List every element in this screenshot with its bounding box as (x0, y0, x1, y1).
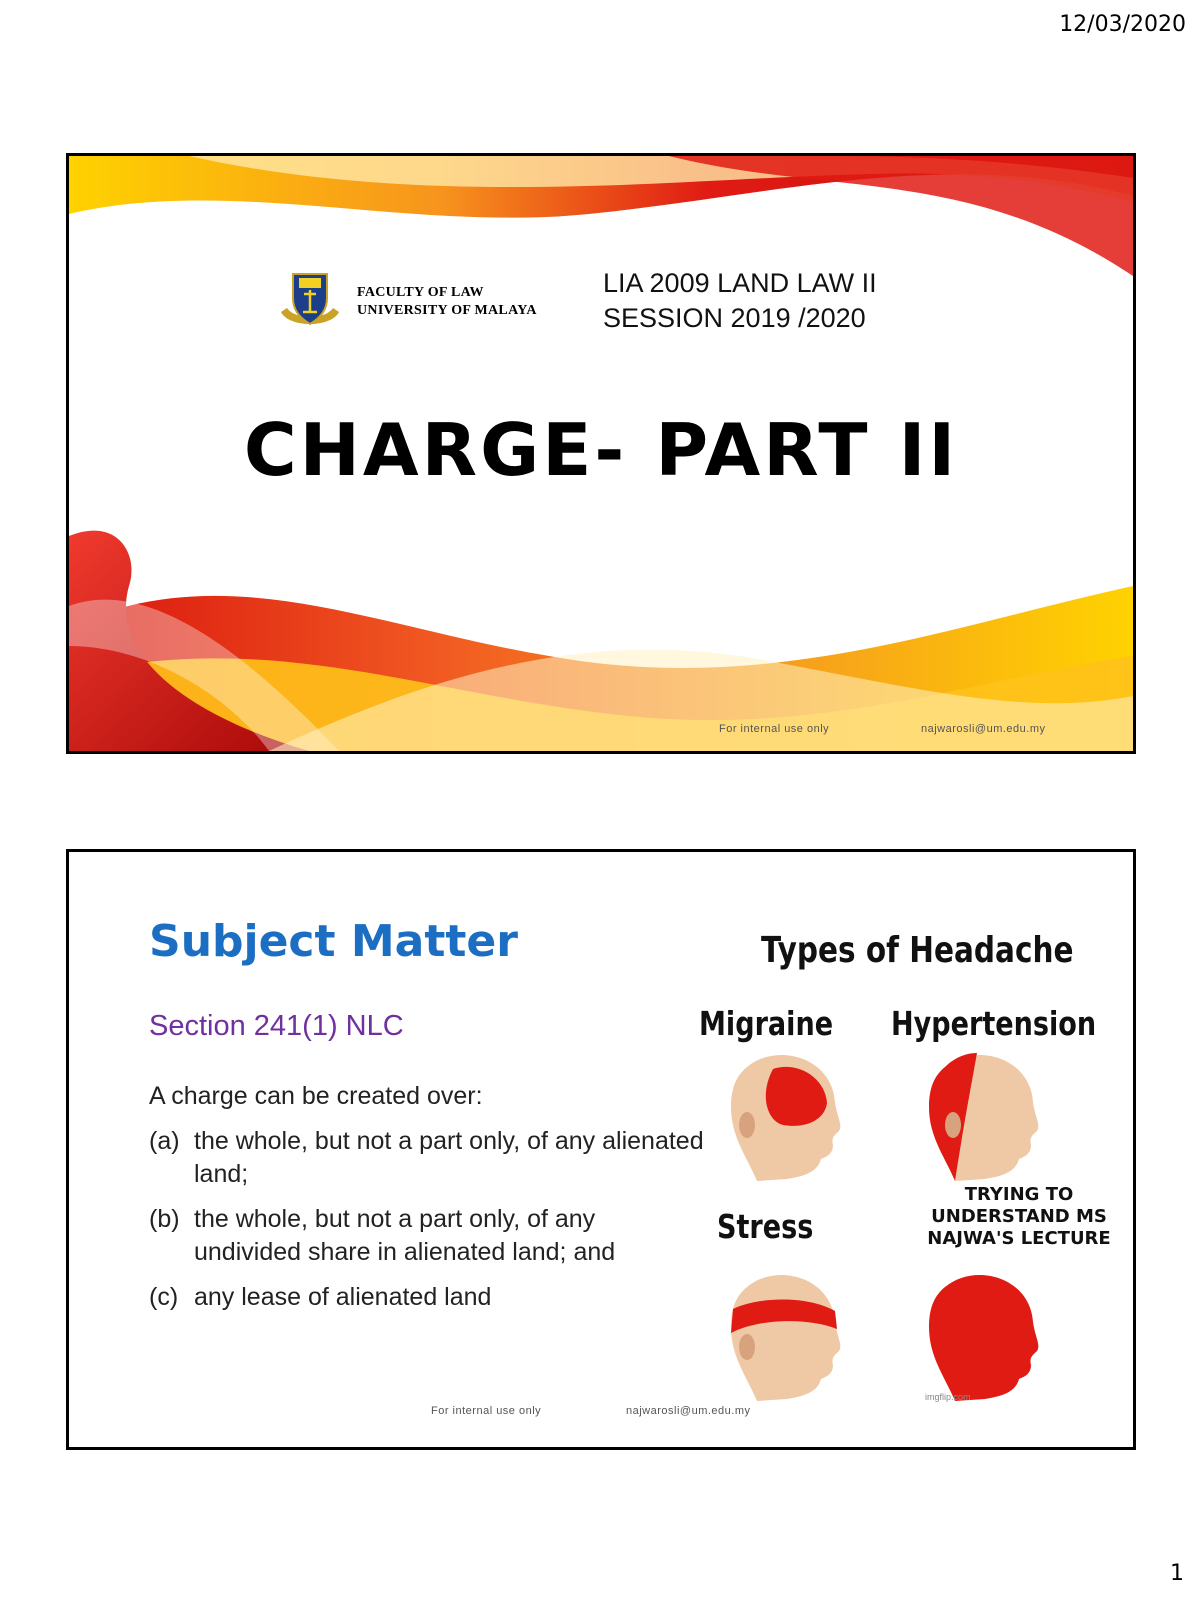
list-item-text: any lease of alienated land (194, 1283, 492, 1311)
slide-heading: Subject Matter (149, 916, 518, 967)
university-crest-icon (275, 268, 345, 332)
faculty-line-2: UNIVERSITY OF MALAYA (357, 303, 537, 318)
intro-text: A charge can be created over: (149, 1082, 483, 1110)
head-hypertension-icon (915, 1047, 1045, 1187)
footer-internal-use: For internal use only (431, 1405, 542, 1417)
course-code: LIA 2009 LAND LAW II (603, 268, 877, 298)
meme-watermark: imgflip.com (925, 1392, 971, 1402)
page-number: 1 (1170, 1561, 1184, 1586)
footer-internal-use: For internal use only (719, 723, 830, 735)
meme-label-migraine: Migraine (699, 1004, 834, 1043)
headache-meme-image (691, 922, 1111, 1422)
meme-label-hypertension: Hypertension (891, 1004, 1097, 1043)
list-item-text: the whole, but not a part only, of any undivided share in alienated land; and (194, 1205, 616, 1266)
head-lecture-icon (915, 1267, 1045, 1407)
head-migraine-icon (717, 1047, 847, 1187)
course-session: SESSION 2019 /2020 (603, 303, 866, 333)
footer-email: najwarosli@um.edu.my (626, 1405, 751, 1417)
slide-title-text: CHARGE- PART II (243, 408, 959, 492)
faculty-line-1: FACULTY OF LAW (357, 285, 484, 300)
slide-subject-matter (66, 849, 1136, 1450)
page-date: 12/03/2020 (1059, 12, 1186, 37)
list-item-label: (c) (149, 1283, 179, 1311)
list-item-label: (a) (149, 1127, 180, 1155)
list-item (149, 1281, 709, 1314)
slide-body (149, 1080, 709, 1326)
slide-title (66, 153, 1136, 754)
meme-title: Types of Headache (761, 930, 1074, 971)
list-item-text: the whole, but not a part only, of any alienated land; (194, 1127, 704, 1188)
meme-label-trying: TRYING TO UNDERSTAND MS NAJWA'S LECTURE (927, 1184, 1111, 1249)
section-reference: Section 241(1) NLC (149, 1010, 404, 1042)
course-info (603, 266, 877, 336)
list-item (149, 1203, 709, 1269)
footer-email: najwarosli@um.edu.my (921, 723, 1046, 735)
faculty-name (357, 284, 537, 320)
meme-label-stress: Stress (717, 1207, 814, 1246)
head-stress-icon (717, 1267, 847, 1407)
list-item-label: (b) (149, 1205, 180, 1233)
list-item (149, 1125, 709, 1191)
